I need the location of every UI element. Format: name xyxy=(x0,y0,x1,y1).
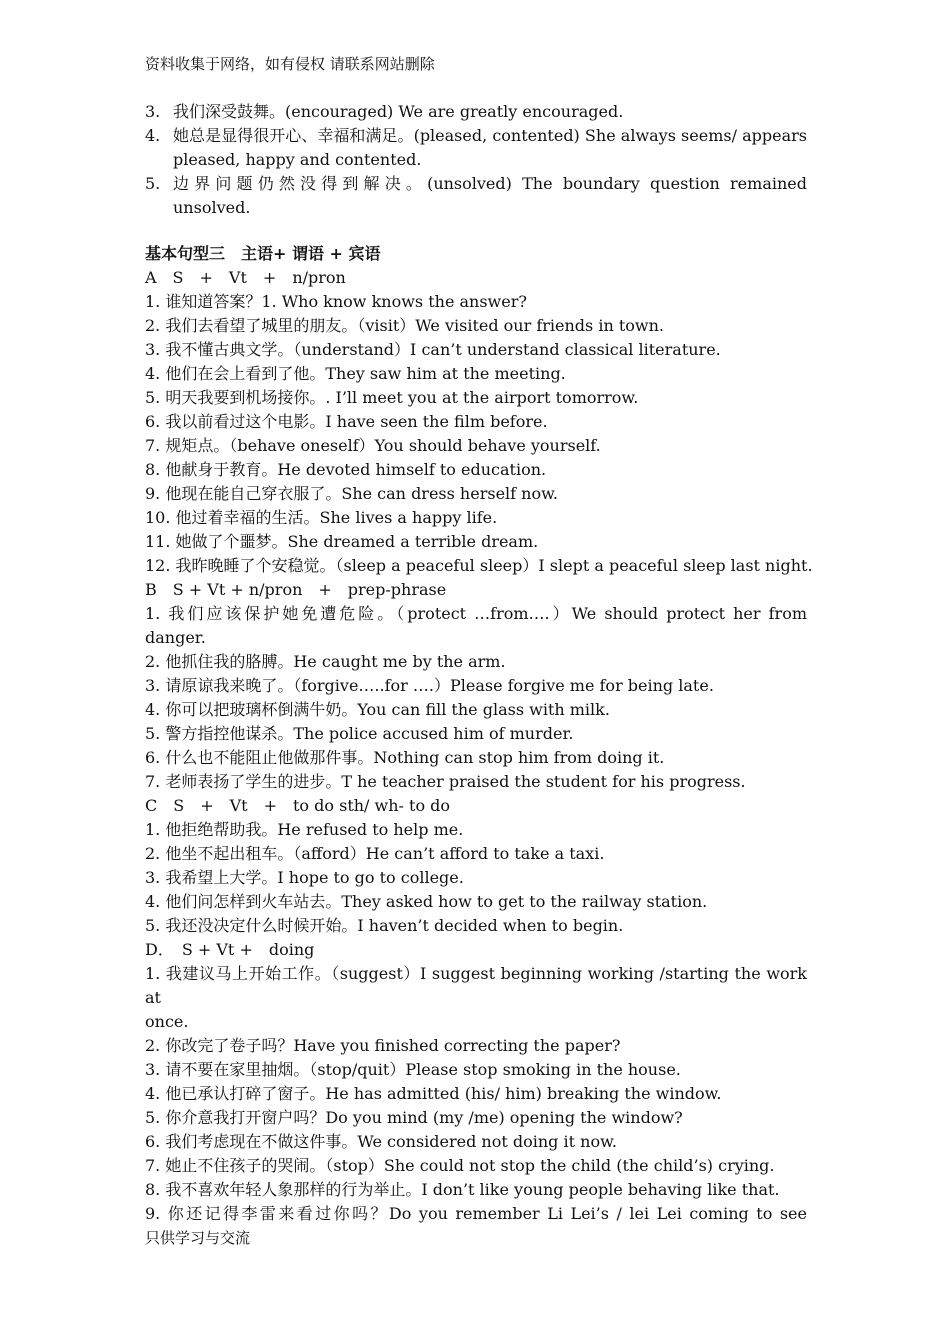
item-text: 她总是显得很开心、幸福和满足。(pleased, contented) She always seems/ appears xyxy=(173,126,807,145)
list-item: 3. 请原谅我来晚了。（forgive…..for ….）Please forgive me for being late. xyxy=(145,676,714,695)
list-item: 3. 我不懂古典文学。（understand）I can’t understand classical literature. xyxy=(145,340,721,359)
item-continuation: unsolved. xyxy=(173,198,251,217)
list-item: 3. 我希望上大学。I hope to go to college. xyxy=(145,868,464,887)
list-item: 1. 他拒绝帮助我。He refused to help me. xyxy=(145,820,464,839)
list-item: 8. 我不喜欢年轻人象那样的行为举止。I don’t like young people behaving like that. xyxy=(145,1180,780,1199)
item-continuation: once. xyxy=(145,1012,189,1031)
list-item: 1. 我们应该保护她免遭危险。（protect …from….）We should protect her from xyxy=(145,604,807,623)
list-item: 2. 你改完了卷子吗？Have you finished correcting the paper? xyxy=(145,1036,621,1055)
list-item: 5. 你介意我打开窗户吗？Do you mind (my /me) opening the window? xyxy=(145,1108,683,1127)
list-item: 8. 他献身于教育。He devoted himself to education. xyxy=(145,460,547,479)
list-item: 5. 明天我要到机场接你。. I’ll meet you at the airport tomorrow. xyxy=(145,388,639,407)
list-item: 9. 他现在能自己穿衣服了。She can dress herself now. xyxy=(145,484,558,503)
spacer xyxy=(145,220,807,242)
list-item: 7. 规矩点。（behave oneself）You should behave yourself. xyxy=(145,436,601,455)
list-item: 3. 请不要在家里抽烟。（stop/quit）Please stop smoking in the house. xyxy=(145,1060,681,1079)
list-item: 10. 他过着幸福的生活。She lives a happy life. xyxy=(145,508,498,527)
list-item: 2. 他抓住我的胳膊。He caught me by the arm. xyxy=(145,652,506,671)
list-item xyxy=(145,124,807,148)
item-number: 4. xyxy=(145,126,161,145)
section-a-label: A S + Vt + n/pron xyxy=(145,268,346,287)
section-c-label: C S + Vt + to do sth/ wh- to do xyxy=(145,796,451,815)
list-item: 7. 老师表扬了学生的进步。T he teacher praised the student for his progress. xyxy=(145,772,746,791)
list-item: 1. 谁知道答案？1. Who know knows the answer? xyxy=(145,292,527,311)
list-item: 4. 他们问怎样到火车站去。They asked how to get to the railway station. xyxy=(145,892,708,911)
item-text: 我们深受鼓舞。(encouraged) We are greatly encouraged. xyxy=(173,102,624,121)
list-item: 5. 我还没决定什么时候开始。I haven’t decided when to begin. xyxy=(145,916,624,935)
item-text: 边界问题仍然没得到解决。(unsolved) The boundary question remained xyxy=(173,174,807,193)
list-item: 6. 我们考虑现在不做这件事。We considered not doing it now. xyxy=(145,1132,617,1151)
item-number: 3. xyxy=(145,102,161,121)
list-item: 2. 他坐不起出租车。（afford）He can’t afford to take a taxi. xyxy=(145,844,605,863)
page-footer: 只供学习与交流 xyxy=(145,1229,251,1247)
list-item: 4. 他们在会上看到了他。They saw him at the meeting. xyxy=(145,364,566,383)
list-item: 5. 警方指控他谋杀。The police accused him of murder. xyxy=(145,724,574,743)
list-item: 1. 我建议马上开始工作。（suggest）I suggest beginning working /starting the work at xyxy=(145,964,807,1007)
list-item xyxy=(145,172,807,196)
list-item: 6. 我以前看过这个电影。I have seen the film before. xyxy=(145,412,548,431)
item-continuation: danger. xyxy=(145,628,206,647)
list-item: 6. 什么也不能阻止他做那件事。Nothing can stop him from doing it. xyxy=(145,748,665,767)
list-item: 4. 他已承认打碎了窗子。He has admitted (his/ him) breaking the window. xyxy=(145,1084,722,1103)
item-continuation: pleased, happy and contented. xyxy=(173,150,422,169)
list-item: 4. 你可以把玻璃杯倒满牛奶。You can fill the glass with milk. xyxy=(145,700,610,719)
page-header: 资料收集于网络，如有侵权 请联系网站删除 xyxy=(145,55,435,73)
list-item xyxy=(145,100,807,124)
list-item: 9. 你还记得李雷来看过你吗？Do you remember Li Lei’s / lei Lei coming to see xyxy=(145,1204,807,1223)
list-item: 7. 她止不住孩子的哭闹。（stop）She could not stop the child (the child’s) crying. xyxy=(145,1156,775,1175)
section-title: 基本句型三 主语+ 谓语 + 宾语 xyxy=(145,244,381,263)
item-number: 5. xyxy=(145,174,161,193)
section-b-label: B S + Vt + n/pron + prep-phrase xyxy=(145,580,447,599)
section-d-label: D． S + Vt + doing xyxy=(145,940,315,959)
list-item: 2. 我们去看望了城里的朋友。（visit）We visited our friends in town. xyxy=(145,316,665,335)
list-item: 12. 我昨晚睡了个安稳觉。（sleep a peaceful sleep）I slept a peaceful sleep last night. xyxy=(145,556,813,575)
document-body xyxy=(145,100,813,1226)
list-item: 11. 她做了个噩梦。She dreamed a terrible dream. xyxy=(145,532,539,551)
